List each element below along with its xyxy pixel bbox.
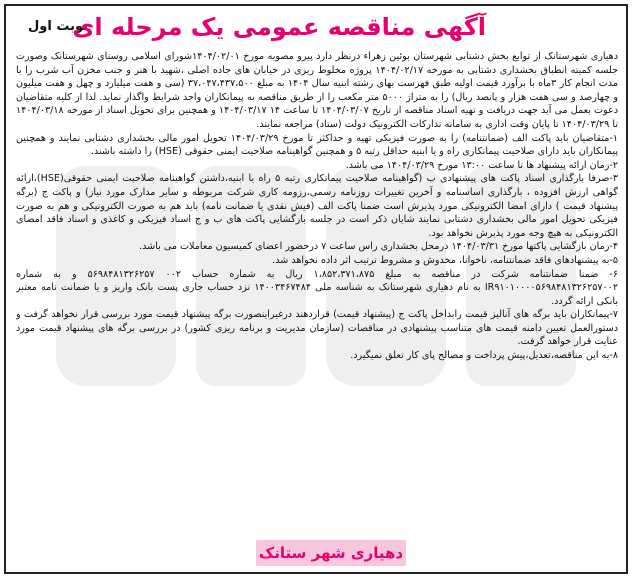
notice-item-2: ۲-زمان ارائه پیشنهاد ها تا ساعت ۱۳:۰۰ مورخ ۱۴۰۴/۰۳/۲۹ می باشد. bbox=[345, 159, 618, 171]
notice-body bbox=[16, 50, 618, 530]
notice-item-5: ۵-به پیشنهادهای فاقد ضمانتنامه، ناخوانا، مخدوش و مشروط ترتیب اثر داده نخواهد شد. bbox=[272, 254, 618, 266]
notice-item-4: ۴-زمان بازگشایی پاکتها مورخ ۱۴۰۴/۰۳/۳۱ درمحل بخشداری راس ساعت ۷ درحضور اعضای کمیسیون معاملات می باشد. bbox=[139, 241, 618, 253]
notice-item-7: ۷-پیمانکاران باید برگه های آنالیز قیمت رابداخل پاکت ج (پیشنهاد قیمت) قراردهند درغیراینصورت برگه پیشنهاد قیمت مورد بررسی قرار نخواهد گرفت و دستورالعمل تعیین دامنه قیمت های متناسب پیشنهادی در مناقصات (سازمان مدیریت و برنامه ریزی کشور) در بررسی برگه های پیشنهاد قیمت مورد عنایت قرار خواهد گرفت. bbox=[16, 309, 618, 348]
notice-item-3: ۳-صرفا بارگذاری اسناد پاکت های پیشنهادی ب (گواهینامه صلاحیت پیمانکاری رتبه ۵ راه یا ابنیه،داشتن گواهینامه صلاحیت ایمنی حقوقی(HSE)،ارائه گواهی ارزش افزوده ، بارگذاری اساسنامه و آخرین تغییرات روزنامه رسمی،رزومه کاری شرکت مربوطه و سایر مدارک مورد نیاز) و پاکت ج (برگه پیشنهاد قیمت ) دارای امضا الکترونیکی مورد پذیرش است ضمنا پاکت الف (فیش نقدی یا ضمانت نامه) باید هم به صورت الکترونیکی و هم به صورت فیزیکی تحویل امور مالی بخشداری دشتابی نمایند شایان ذکر است در جلسه بازگشایی پاکت های ب و ج اسناد فیزیکی و کاغذی و اسناد فاقد امضای الکترونیکی به هیچ وجه مورد پذیرش نخواهد بود. bbox=[16, 173, 618, 239]
notice-title: آگهی مناقصه عمومی یک مرحله ای bbox=[72, 13, 486, 41]
notice-item-1: ۱-متقاضیان باید پاکت الف (ضمانتنامه) را به صورت فیزیکی تهیه و حداکثر تا مورخ ۱۴۰۴/۰۳/۲۹ تحویل امور مالی بخشداری دشتابی نمایند و همچنین پیمانکاران باید دارای صلاحیت پیمانکاری راه و یا ابنیه حداقل رتبه ۵ و همچنین گواهینامه صلاحیت ایمنی حقوقی (HSE) را داشته باشند. bbox=[16, 132, 618, 158]
notice-footer bbox=[6, 536, 626, 574]
notice-frame bbox=[4, 4, 628, 574]
notice-header bbox=[6, 6, 626, 48]
notice-item-8: ۸-به این مناقصه،تعدیل،پیش پرداخت و مصالح پای کار تعلق نمیگیرد. bbox=[350, 350, 618, 362]
signature-text: دهیاری شهر ستانک bbox=[258, 544, 404, 562]
notice-item-6: ۶- ضمنا ضمانتنامه شرکت در مناقصه به مبلغ ۱،۸۵۲،۳۷۱،۸۷۵ ریال به شماره حساب ۰۰۲ ۵۶۹۸۴۸۱۳۲۶۲۵۷ و به شماره IR۹۱۰۱۰۰۰۰۵۶۹۸۴۸۱۳۲۶۲۵۷۰۰۲ به نام دهیاری شهرستانک به شناسه ملی ۱۴۰۰۳۴۶۷۴۸۴ نزد حساب جاری پست بانک واریز و یا ضمانت نامه معتبر بانکی ارائه گردد. bbox=[16, 268, 618, 307]
turn-label: نوبت اول bbox=[28, 19, 89, 34]
notice-intro: دهیاری شهرستانک از توابع بخش دشتابی شهرستان بوئین زهراء درنظر دارد پیرو مصوبه مورخ ۱۴۰۴/۰۲/۰۱شورای اسلامی روستای شهرستانک وصورت جلسه کمیته انطباق بخشداری دشتابی به مورخه ۱۴۰۴/۰۲/۱۷ پروژه مخلوط ریزی در خیابان های جاده اصلی ،شهید با هنر و جنب مخزن آب شرب را با مدت انجام کار ۳ماه با برآورد قیمت اولیه طبق فهرست بهای رشته ابنیه سال ۱۴۰۴ به مبلغ ۳۷،۰۴۷،۴۳۷،۵۰۰ (سی و هفت میلیارد و چهل و هفت میلیون و چهارصد و سی هفت هزار و پانصد ریال) را به متراژ ۵۰۰۰ متر مکعب را از طریق مناقصه به پیمانکاران واجد شرایط واگذار نماید. لذا از کلیه متقاضیان دعوت بعمل می آید جهت دریافت و تهیه اسناد مناقصه از تاریخ ۱۴۰۴/۰۳/۰۷ تا ساعت ۱۴ ۱۴۰۴/۰۳/۱۷ و همچنین برای تحویل اسناد از مورخه ۱۴۰۴/۰۳/۱۸ تا ۱۴۰۴/۰۳/۲۹ تا پایان وقت اداری به سامانه تدارکات الکترونیک دولت (ستاد) مراجعه نمایند. bbox=[16, 51, 618, 130]
